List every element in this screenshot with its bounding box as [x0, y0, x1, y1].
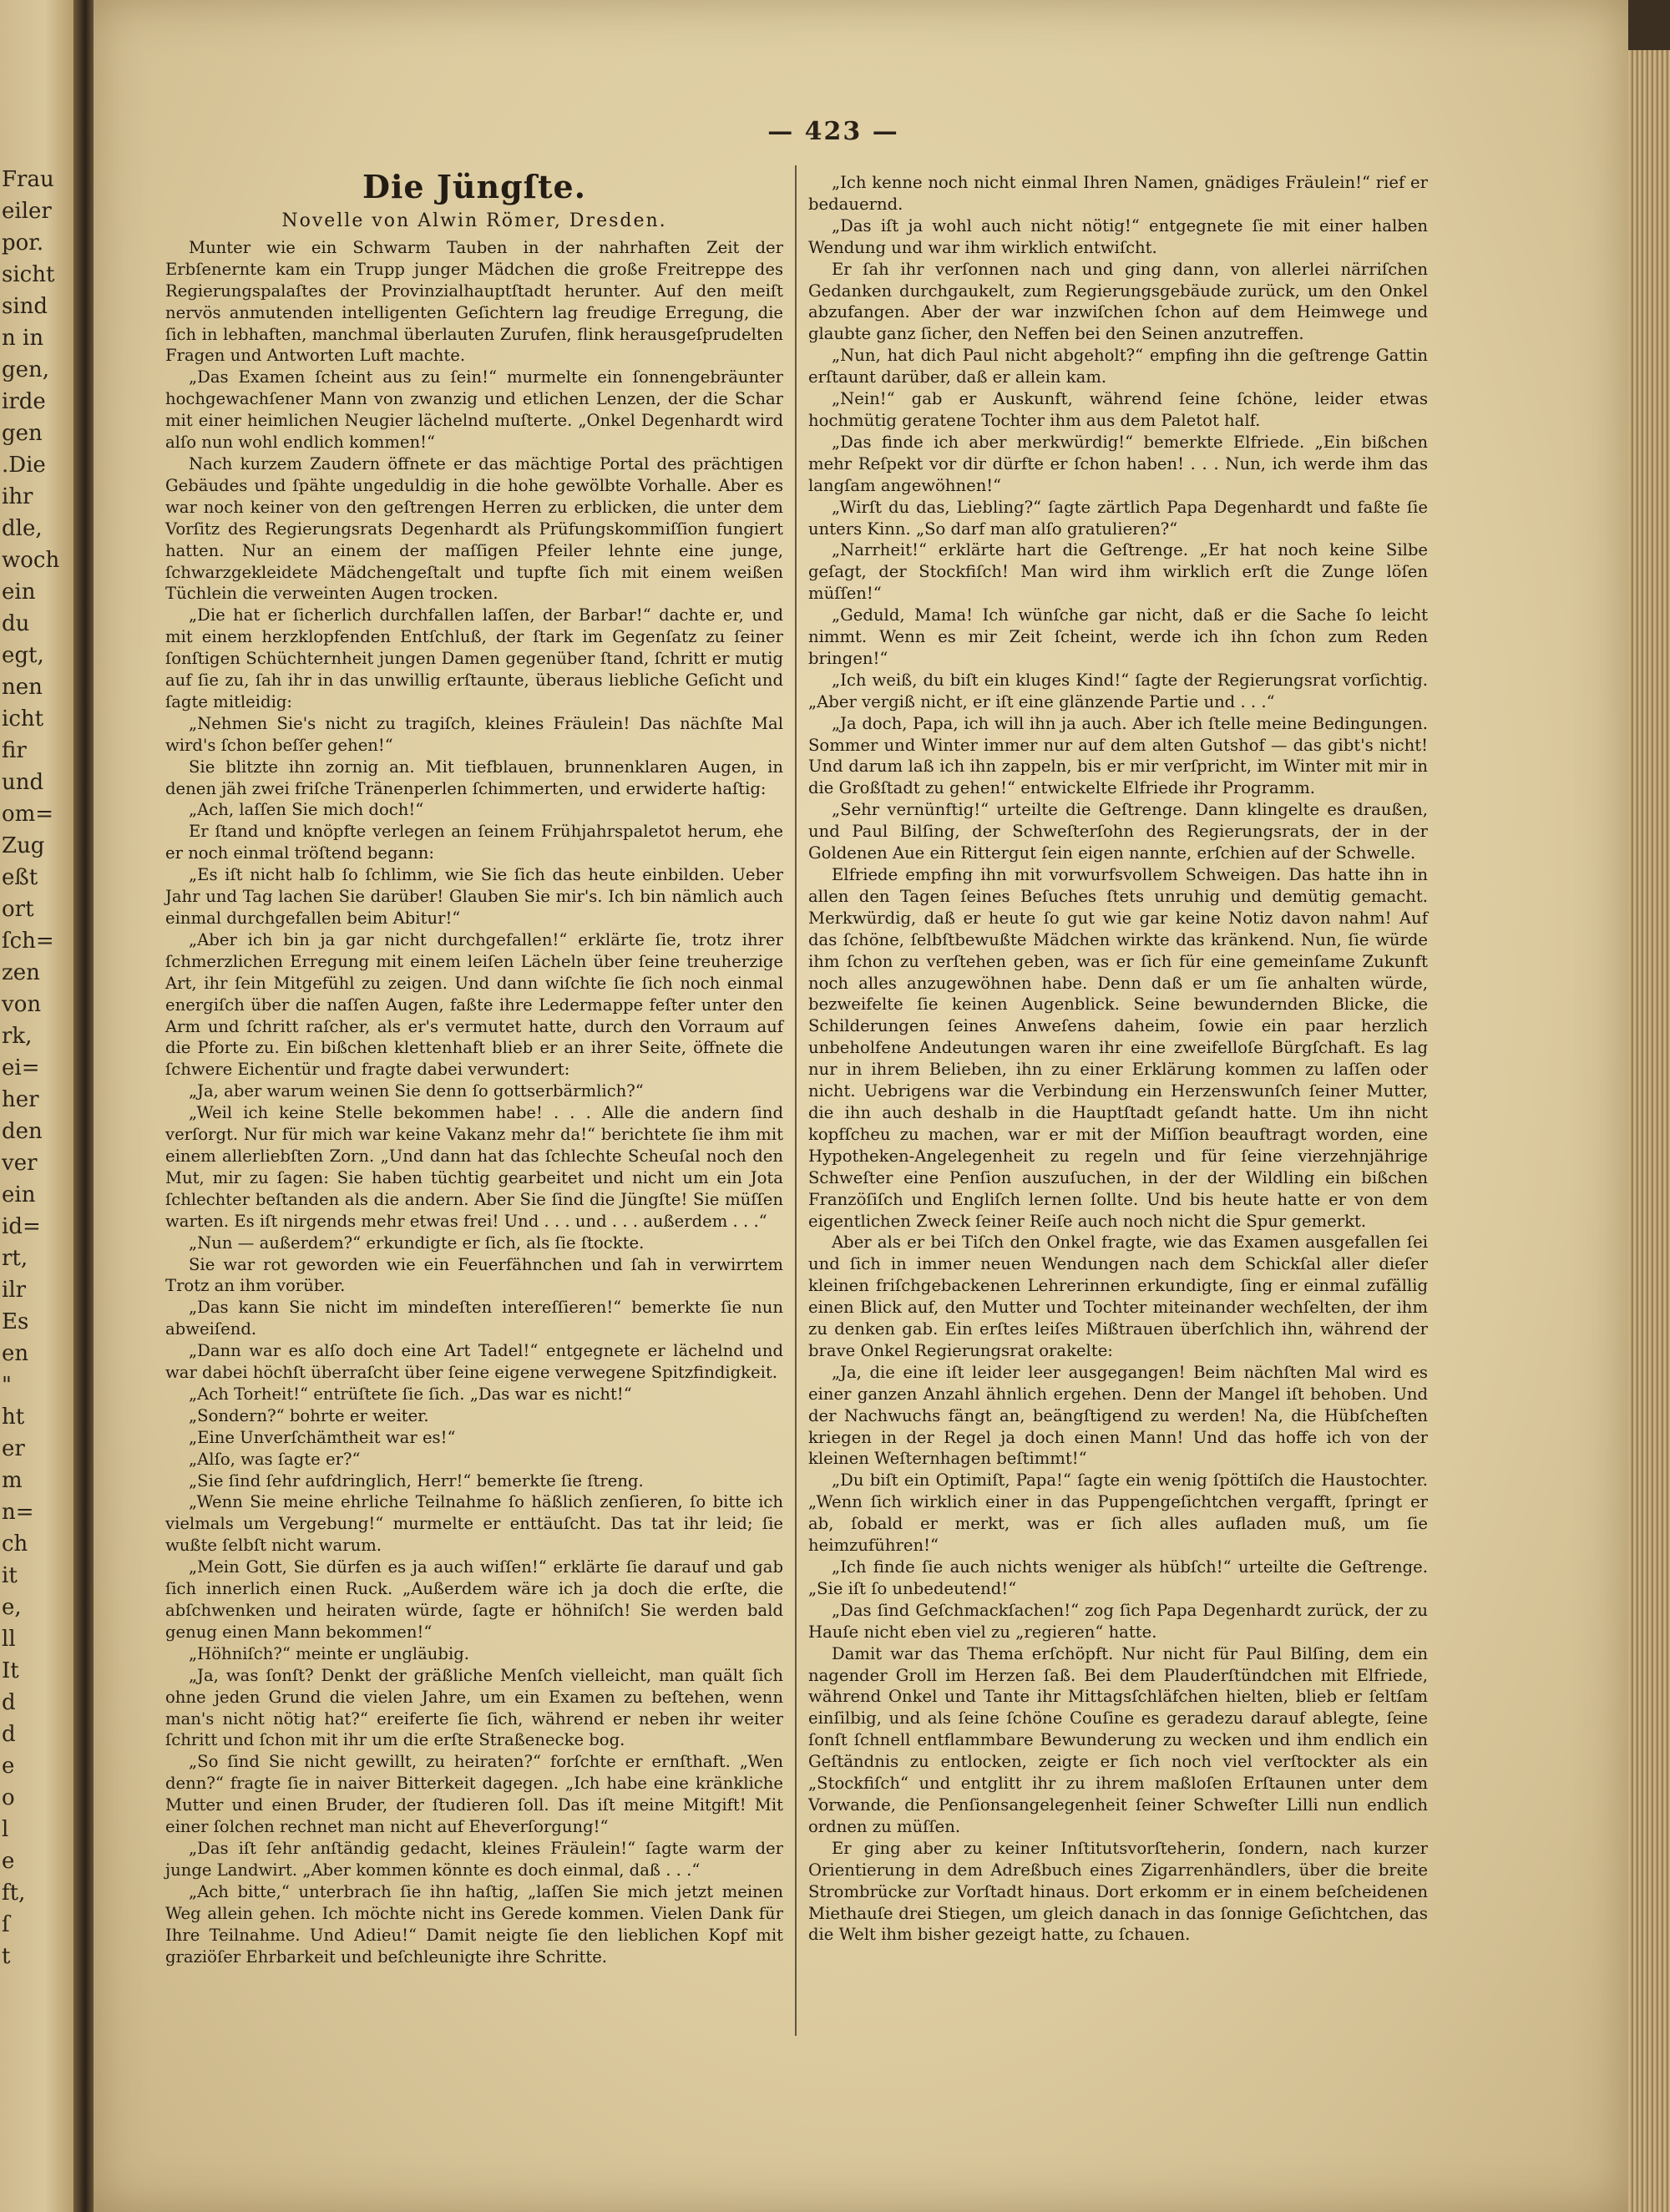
paragraph: „Ja, aber warum weinen Sie denn ſo gottserbärmlich?“	[189, 1081, 644, 1101]
paragraph: Damit war das Thema erſchöpft. Nur nicht für Paul Bilſing, dem ein nagender Groll im Herzen ſaß. Bei dem Plauderſtündchen mit Elfriede, während Onkel und Tante ihr Mittagsſchläfchen hielten, blieb er ſeltſam einſilbig, und als ſeine ſchöne Couſine es geradezu darauf ablegte, ſeine ſonſt ſchnell entflammbare Bewunderung zu wecken und ihm endlich ein Geſtändnis zu entlocken, zeigte er ſich noch viel verſtockter als ein „Stockfiſch“ und entglitt ihr zu ihrem maßloſen Erſtaunen unter dem Vorwande, die Penſionsangelegenheit ſeiner Schweſter Lilli nun endlich ordnen zu müſſen.	[808, 1643, 1428, 1836]
previous-page-text-fragment: om=	[2, 802, 54, 827]
paragraph: Elfriede empfing ihn mit vorwurfsvollem Schweigen. Das hatte ihn in allen den Tagen ſeines Beſuches ſtets unruhig und demütig gemacht. Merkwürdig, daß er heute ſo gut wie gar keine Notiz davon nahm! Auf das ſchöne, ſelbſtbewußte Mädchen wirkte das kränkend. Nun, ſie würde ihm ſchon zu verſtehen geben, was er ſich für eine gemeinſame Zukunft noch alles anzugewöhnen habe. Denn daß er um ſie anhalten würde, bezweifelte ſie keinen Augenblick. Seine bewundernden Blicke, die Schilderungen ſeines Anweſens daheim, ſowie ein paar herzlich unbeholfene Andeutungen waren ihr eine zweifelloſe Bürgſchaft. Es lag nur in ihrem Belieben, ihn zu einer Erklärung kommen zu laſſen oder nicht. Uebrigens war die Verbindung ein Herzenswunſch ſeiner Mutter, die ihn auch deshalb in die Hauptſtadt geſandt hatte. Um ihn nicht kopfſcheu zu machen, war er mit der Miſſion beauftragt worden, eine Hypotheken-Angelegenheit zu regeln und für ſeine vierzehnjährige Schweſter eine Penſion auszuſuchen, in der der Wildling ein bißchen Franzöſiſch und Engliſch lernen ſollte. Und bis heute hatte er von dem eigentlichen Zweck ſeiner Reiſe auch noch nicht die Spur gemerkt.	[808, 865, 1428, 1231]
article-title: Die Jüngſte.	[362, 168, 586, 205]
previous-page-text-fragment: ſ	[2, 1912, 10, 1937]
previous-page-text-fragment: ſch=	[2, 929, 54, 954]
previous-page-text-fragment: ein	[2, 1182, 36, 1207]
paragraph: „Ja, die eine iſt leider leer ausgegangen! Beim nächſten Mal wird es einer ganzen Anzahl ähnlich ergehen. Denn der Mangel iſt behoben. Und der Nachwuchs fängt an, beängſtigend zu werden! Na, die Hübſcheſten kriegen in der Regel ja doch einen Mann! Und das hoffe ich von der kleinen Weſternhagen beſtimmt!“	[808, 1362, 1428, 1469]
right-column	[808, 172, 1428, 1946]
paragraph: Nach kurzem Zaudern öffnete er das mächtige Portal des prächtigen Gebäudes und ſpähte ungeduldig in die hohe gewölbte Vorhalle. Aber es war noch keiner von den geſtrengen Herren zu erblicken, die unter dem Vorſitz des Regierungsrats Degenhardt als Prüfungskommiſſion fungiert hatten. Nur an einem der maſſigen Pfeiler lehnte eine junge, ſchwarzgekleidete Mädchengeſtalt und tupfte ſich mit einem weißen Tüchlein die verweinten Augen trocken.	[165, 453, 783, 604]
previous-page-text-fragment: rk,	[2, 1024, 33, 1049]
previous-page-text-fragment: zen	[2, 960, 40, 985]
paragraph: Er ging aber zu keiner Inſtitutsvorſteherin, ſondern, nach kurzer Orientierung in dem Adreßbuch eines Zigarrenhändlers, über die breite Strombrücke zur Vorſtadt hinaus. Dort erkomm er in einem beſcheidenen Miethauſe drei Stiegen, um gleich danach in das ſonnige Geſichtchen, das die Welt ihm bisher gezeigt hatte, zu ſchauen.	[808, 1838, 1428, 1945]
previous-page-text-fragment: ihr	[2, 484, 33, 509]
previous-page-text-fragment: o	[2, 1785, 15, 1810]
previous-page-text-fragment: t	[2, 1944, 11, 1969]
previous-page-text-fragment: e,	[2, 1595, 22, 1620]
previous-page-text-fragment: er	[2, 1436, 25, 1461]
paragraph: „Das ſind Geſchmackſachen!“ zog ſich Papa Degenhardt zurück, der zu Hauſe nicht eben viel zu „regieren“ hatte.	[808, 1600, 1428, 1642]
previous-page-text-fragment: her	[2, 1087, 39, 1112]
paragraph: Sie war rot geworden wie ein Feuerfähnchen und ſah in verwirrtem Trotz an ihm vorüber.	[165, 1254, 783, 1296]
previous-page-text-fragment: It	[2, 1658, 19, 1683]
previous-page-text-fragment: .Die	[2, 453, 46, 478]
previous-page-text-fragment: von	[2, 992, 42, 1017]
page-number: — 423 —	[767, 117, 899, 146]
previous-page-text-fragment: woch	[2, 548, 60, 573]
paragraph: „Nun — außerdem?“ erkundigte er ſich, als ſie ſtockte.	[189, 1233, 645, 1253]
previous-page-text-fragment: icht	[2, 706, 44, 731]
previous-page-text-fragment: gen,	[2, 357, 50, 382]
paragraph: „Das iſt ſehr anſtändig gedacht, kleines Fräulein!“ ſagte warm der junge Landwirt. „Aber kommen könnte es doch einmal, daß . . .“	[165, 1838, 783, 1880]
previous-page-text-fragment: m	[2, 1468, 23, 1493]
previous-page-text-fragment: id=	[2, 1214, 41, 1239]
previous-page-text-fragment: por.	[2, 230, 44, 256]
paragraph: „Sie ſind ſehr aufdringlich, Herr!“ bemerkte ſie ſtreng.	[189, 1470, 644, 1491]
left-column	[165, 167, 783, 1967]
previous-page-text-fragment: d	[2, 1722, 16, 1747]
paragraph: „So ſind Sie nicht gewillt, zu heiraten?“ forſchte er ernſthaft. „Wen denn?“ fragte ſie in naiver Bitterkeit dagegen. „Ich habe eine kränkliche Mutter und einen Bruder, der ſtudieren ſoll. Das iſt meine Mitgift! Mit einer ſolchen rechnet man nicht auf Eheverſorgung!“	[165, 1752, 783, 1837]
previous-page-text-fragment: Zug	[2, 833, 45, 858]
paragraph: „Dann war es alſo doch eine Art Tadel!“ entgegnete er lächelnd und war dabei höchſt überraſcht über ſeine eigene verwegene Spitzfindigkeit.	[165, 1341, 783, 1383]
paragraph: „Weil ich keine Stelle bekommen habe! . . . Alle die andern ſind verſorgt. Nur für mich war keine Vakanz mehr da!“ berichtete ſie ihm mit einem allerliebſten Zorn. „Und dann hat das ſchlechte Scheuſal noch den Mut, mir zu ſagen: Sie haben tüchtig gearbeitet und nicht um ein Jota ſchlechter beſtanden als die andern. Aber Sie ſind die Jüngſte! Sie müſſen warten. Es iſt nirgends mehr etwas frei! Und . . . und . . . außerdem . . .“	[165, 1103, 783, 1231]
paragraph: „Ja, was ſonſt? Denkt der gräßliche Menſch vielleicht, man quält ſich ohne jeden Grund die vielen Jahre, um ein Examen zu beſtehen, wenn man's nicht nötig hat?“ ereiferte ſie ſich, während er neben ihr weiter ſchritt und ſchon mit ihr um die erſte Straßenecke bog.	[165, 1665, 783, 1750]
page-stack-edge	[1628, 50, 1670, 2212]
previous-page-text-fragment: du	[2, 611, 30, 636]
paragraph: „Ja doch, Papa, ich will ihn ja auch. Aber ich ſtelle meine Bedingungen. Sommer und Winter immer nur auf dem alten Gutshof — das gibt's nicht! Und darum laß ich ihn zappeln, bis er mir verſpricht, im Winter mit mir in die Großſtadt zu gehen!“ entwickelte Elfriede ihr Programm.	[808, 713, 1428, 798]
paragraph: „Das iſt ja wohl auch nicht nötig!“ entgegnete ſie mit einer halben Wendung und war ihm wirklich entwiſcht.	[808, 215, 1428, 257]
previous-page-text-fragment: nen	[2, 675, 43, 700]
previous-page-text-fragment: Es	[2, 1309, 29, 1334]
paragraph: „Es iſt nicht halb ſo ſchlimm, wie Sie ſich das heute einbilden. Ueber Jahr und Tag lachen Sie darüber! Glauben Sie mir's. Ich bin nämlich auch einmal durchgefallen beim Abitur!“	[165, 865, 783, 928]
paragraph: Munter wie ein Schwarm Tauben in der nahrhaften Zeit der Erbſenernte kam ein Trupp junger Mädchen die große Freitreppe des Regierungspalaſtes der Provinzialhauptſtadt herunter. Auf den meiſt nervös anmutenden intelligenten Geſichtern lag freudige Erregung, die ſich in lebhaften, manchmal überlauten Zurufen, flink herausgeſprudelten Fragen und Antworten Luft machte.	[165, 237, 783, 366]
previous-page-text-fragment: ei=	[2, 1055, 40, 1081]
paragraph: Aber als er bei Tiſch den Onkel fragte, wie das Examen ausgefallen ſei und ſich in immer neuen Wendungen nach dem Schickſal aller dieſer kleinen friſchgebackenen Lehrerinnen erkundigte, ſing er einmal zufällig einen Blick auf, den Mutter und Tochter miteinander wechſelten, der ihm zu denken gab. Ein erſtes leiſes Mißtrauen überſchlich ihn, während der brave Onkel Regierungsrat orakelte:	[808, 1233, 1428, 1360]
column-divider	[795, 165, 797, 2036]
paragraph: „Wirſt du das, Liebling?“ ſagte zärtlich Papa Degenhardt und faßte ſie unters Kinn. „So darf man alſo gratulieren?“	[808, 497, 1428, 539]
paragraph: „Nehmen Sie's nicht zu tragiſch, kleines Fräulein! Das nächſte Mal wird's ſchon beſſer gehen!“	[165, 713, 783, 755]
paragraph: „Nun, hat dich Paul nicht abgeholt?“ empfing ihn die geſtrenge Gattin erſtaunt darüber, daß er allein kam.	[808, 346, 1428, 387]
paragraph: Er ſah ihr verſonnen nach und ging dann, von allerlei närriſchen Gedanken durchgaukelt, zum Regierungsgebäude zurück, um den Onkel abzufangen. Aber der war inzwiſchen ſchon auf dem Heimwege und glaubte ganz ſicher, den Neffen bei den Seinen anzutreffen.	[808, 259, 1428, 344]
paragraph: „Ach, laſſen Sie mich doch!“	[189, 800, 424, 820]
paragraph: „Du biſt ein Optimiſt, Papa!“ ſagte ein wenig ſpöttiſch die Haustochter. „Wenn ſich wirklich einer in das Puppengeſichtchen vergafft, ſpringt er ab, ſobald er merkt, was er ſich alles aufladen muß, um ſie heimzuführen!“	[808, 1470, 1428, 1556]
previous-page-text-fragment: n=	[2, 1500, 34, 1525]
previous-page-text-fragment: e	[2, 1754, 15, 1779]
paragraph: „Alſo, was ſagte er?“	[189, 1449, 361, 1469]
paragraph: „Mein Gott, Sie dürfen es ja auch wiſſen!“ erklärte ſie darauf und gab ſich innerlich einen Ruck. „Außerdem wäre ich ja doch die erſte, die abſchwenken und heiraten würde, ſagte er höhniſch! Sie werden bald genug einen Mann bekommen!“	[165, 1557, 783, 1642]
previous-page-text-fragment: den	[2, 1119, 43, 1144]
paragraph: „Das finde ich aber merkwürdig!“ bemerkte Elfriede. „Ein bißchen mehr Reſpekt vor dir dürfte er ſchon haben! . . . Nun, ich werde ihm das langſam angewöhnen!“	[808, 432, 1428, 495]
previous-page-text-fragment: Frau	[2, 167, 54, 192]
paragraph: „Ach bitte,“ unterbrach ſie ihn haſtig, „laſſen Sie mich jetzt meinen Weg allein gehen. Ich möchte nicht ins Gerede kommen. Vielen Dank für Ihre Teilnahme. Und Adieu!“ Damit neigte ſie den lieblichen Kopf mit graziöſer Ehrbarkeit und beſchleunigte ihre Schritte.	[165, 1881, 783, 1967]
previous-page-text-fragment: gen	[2, 421, 43, 446]
previous-page-text-fragment: und	[2, 770, 44, 795]
previous-page-text-fragment: ll	[2, 1627, 16, 1652]
paragraph: „Ich weiß, du biſt ein kluges Kind!“ ſagte der Regierungsrat vorſichtig. „Aber vergiß nicht, er iſt eine glänzende Partie und . . .“	[808, 670, 1428, 711]
paragraph: „Höhniſch?“ meinte er ungläubig.	[189, 1643, 470, 1663]
previous-page-text-fragment: ein	[2, 580, 36, 605]
paragraph: „Ich kenne noch nicht einmal Ihren Namen, gnädiges Fräulein!“ rief er bedauernd.	[808, 173, 1428, 214]
paragraph: „Ach Torheit!“ entrüſtete ſie ſich. „Das war es nicht!“	[189, 1384, 632, 1404]
paragraph: „Wenn Sie meine ehrliche Teilnahme ſo häßlich zenſieren, ſo bitte ich vielmals um Vergebung!“ murmelte er enttäuſcht. Das tat ihr leid; ſie wußte ſelbſt nicht warum.	[165, 1492, 783, 1556]
previous-page-text-fragment: sind	[2, 294, 48, 319]
article-subtitle: Novelle von Alwin Römer, Dresden.	[281, 210, 667, 231]
previous-page-text-fragment: e	[2, 1849, 15, 1874]
previous-page-text-fragment: sicht	[2, 262, 55, 287]
previous-page-text-fragment: "	[2, 1373, 12, 1398]
previous-page-text-fragment: en	[2, 1341, 29, 1366]
previous-page-text-fragment: n in	[2, 326, 44, 351]
paragraph: „Sondern?“ bohrte er weiter.	[189, 1405, 429, 1425]
paragraph: „Das kann Sie nicht im mindeſten intereſſieren!“ bemerkte ſie nun abweiſend.	[165, 1298, 783, 1339]
paragraph: „Eine Unverſchämtheit war es!“	[189, 1427, 456, 1447]
paragraph: „Nein!“ gab er Auskunft, während ſeine ſchöne, leider etwas hochmütig geratene Tochter ihm aus dem Paletot half.	[808, 389, 1428, 430]
previous-page-edge	[0, 0, 75, 2212]
previous-page-text-fragment: eiler	[2, 199, 52, 224]
paragraph: Er ſtand und knöpfte verlegen an ſeinem Frühjahrspaletot herum, ehe er noch einmal tröſtend begann:	[165, 822, 783, 863]
previous-page-text-fragment: ch	[2, 1531, 28, 1556]
paragraph: „Ich finde ſie auch nichts weniger als hübſch!“ urteilte die Geſtrenge. „Sie iſt ſo unbedeutend!“	[808, 1557, 1428, 1598]
paragraph: Sie blitzte ihn zornig an. Mit tiefblauen, brunnenklaren Augen, in denen jäh zwei friſche Tränenperlen ſchimmerten, und erwiderte haſtig:	[165, 757, 783, 798]
previous-page-text-fragment: ver	[2, 1151, 38, 1176]
paragraph: „Narrheit!“ erklärte hart die Geſtrenge. „Er hat noch keine Silbe geſagt, der Stockfiſch! Man wird ihm wirklich erſt die Zunge löſen müſſen!“	[808, 540, 1428, 604]
previous-page-text-fragment: irde	[2, 389, 46, 414]
previous-page-text-fragment: l	[2, 1817, 9, 1842]
paragraph: „Sehr vernünftig!“ urteilte die Geſtrenge. Dann klingelte es draußen, und Paul Bilſing, der Schweſterſohn des Regierungsrats, der in der Goldenen Aue ein Rittergut ſein eigen nannte, erſchien auf der Schwelle.	[808, 800, 1428, 863]
previous-page-text-fragment: egt,	[2, 643, 44, 668]
paragraph: „Das Examen ſcheint aus zu ſein!“ murmelte ein ſonnengebräunter hochgewachſener Mann von zwanzig und etlichen Lenzen, der die Schar mit einer heimlichen Neugier lächelnd muſterte. „Onkel Degenhardt wird alſo nun wohl endlich kommen!“	[165, 367, 783, 453]
paragraph: „Die hat er ſicherlich durchfallen laſſen, der Barbar!“ dachte er, und mit einem herzklopfenden Entſchluß, der ſtark im Gegenſatz zu ſeiner ſonſtigen Schüchternheit jungen Damen gegenüber ſtand, ſchritt er mutig auf ſie zu, ſah ihr in das unwillig erſtaunte, überaus liebliche Geſicht und ſagte mitleidig:	[165, 605, 783, 711]
previous-page-text-fragment: it	[2, 1563, 18, 1588]
previous-page-text-fragment: eßt	[2, 865, 38, 890]
previous-page-text-fragment: dle,	[2, 516, 43, 541]
previous-page-text-fragment: ilr	[2, 1278, 27, 1303]
previous-page-text-fragment: d	[2, 1690, 16, 1715]
previous-page-text-fragment: fir	[2, 738, 27, 763]
paragraph: „Aber ich bin ja gar nicht durchgefallen!“ erklärte ſie, trotz ihrer ſchmerzlichen Erregung mit einem leiſen Lächeln über ſeine treuherzige Art, ihr ſein Mitgefühl zu zeigen. Und dann wiſchte ſie ſich noch einmal energiſch über die naſſen Augen, faßte ihre Ledermappe feſter unter den Arm und ſchritt raſcher, als er's vermutet hatte, durch den Vorraum auf die Pforte zu. Ein bißchen klettenhaft blieb er an ihrer Seite, öffnete die ſchwere Eichentür und fragte dabei verwundert:	[165, 929, 783, 1080]
previous-page-text-fragment: ort	[2, 897, 34, 922]
paragraph: „Geduld, Mama! Ich wünſche gar nicht, daß er die Sache ſo leicht nimmt. Wenn es mir Zeit ſcheint, werde ich ihn ſchon zum Reden bringen!“	[808, 605, 1428, 668]
previous-page-text-fragment: ht	[2, 1405, 25, 1430]
previous-page-text-fragment: ft,	[2, 1880, 26, 1906]
previous-page-text-fragment: rt,	[2, 1246, 28, 1271]
